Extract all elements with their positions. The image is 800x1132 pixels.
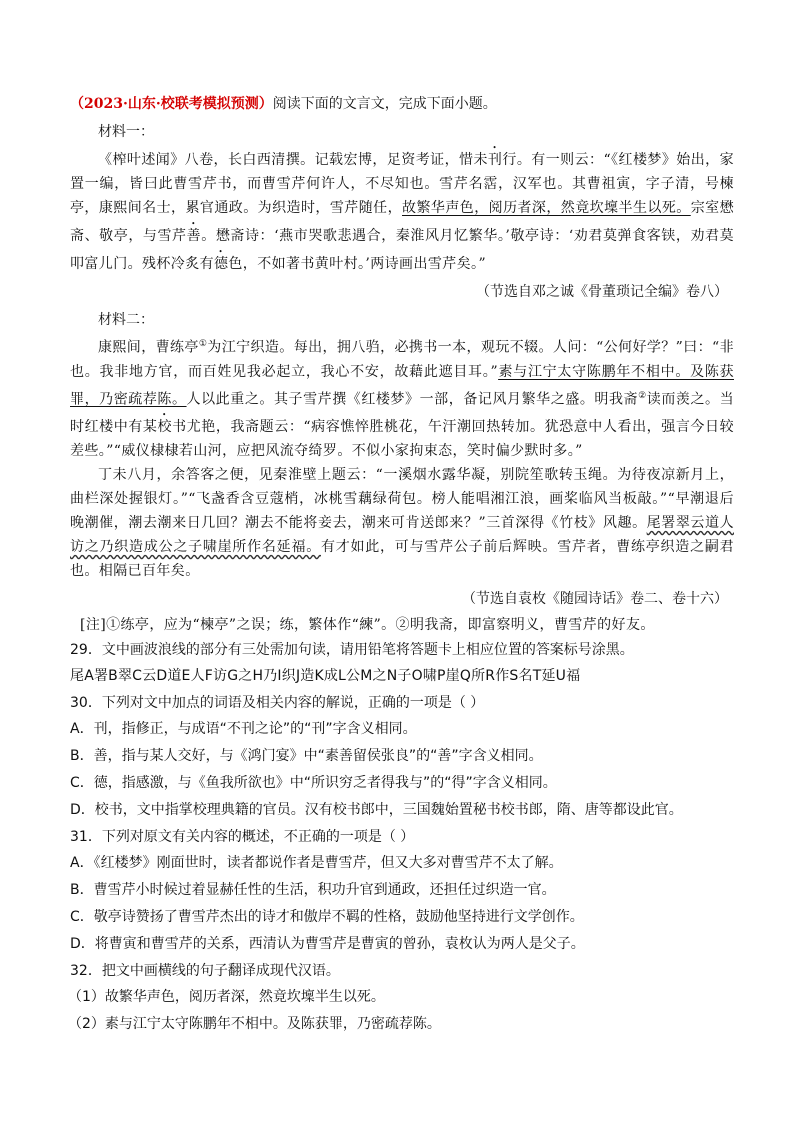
question-31-option-c[interactable]: C．敬亭诗赞扬了曹雪芹杰出的诗才和傲岸不羁的性格，鼓励他坚持进行文学创作。: [70, 909, 584, 926]
material2-text-1: 康熙间，曹练亭①为江宁织造。每出，拥八驺，必携书一本，观玩不辍。人问：“公何好学？”曰：“非也。我非地方官，而百姓见我必起立，我心不安，故藉此遮目耳。”素与江宁太守陈鹏年不相中。及陈获罪，乃密疏荐陈。人以此重之。其子雪芹撰《红楼梦》一部，备记风月繁华之盛。明我斋②读而羡之。当时红楼中有某校书尤艳，我斋题云：“病容憔悴胜桃花，午汗潮回热转加。犹恐意中人看出，强言今日较差些。”“威仪棣棣若山河，应把风流夺绮罗。不似小家拘束态，笑时偏少默时多。”: [70, 339, 735, 460]
source-tag: （2023·山东·校联考模拟预测）: [70, 96, 273, 112]
note-marker-2: ②: [638, 390, 647, 401]
dotted-word-jiao: 校: [157, 419, 173, 436]
material1-source: （节选自邓之诚《骨董琐记全编》卷八）: [476, 284, 728, 300]
question-30-option-a[interactable]: A．刊，指修正，与成语“不刊之论”的“刊”字含义相同。: [70, 721, 417, 738]
question-32: 32．把文中画横线的句子翻译成现代汉语。: [70, 963, 340, 980]
question-29: 29．文中画波浪线的部分有三处需加句读，请用铅笔将答题卡上相应位置的答案标号涂黑。: [70, 642, 634, 659]
dotted-word-shan: 善: [186, 228, 202, 244]
question-30-option-d[interactable]: D．校书，文中指掌校理典籍的官员。汉有校书郎中，三国魏始置秘书校书郎，隋、唐等都设此官。: [70, 802, 683, 819]
annotation-note: [注]①练亭，应为“楝亭”之误；练，繁体作“練”。②明我斋，即富察明义，曹雪芹的好友。: [80, 617, 655, 634]
material2-text-2: 丁未八月，余答客之便，见秦淮壁上题云：“一溪烟水露华凝，别院笙歌转玉绳。为待夜凉新月上，曲栏深处握银灯。”“飞盏香含豆蔻梢，冰桃雪藕绿荷包。榜人能唱湘江浪，画桨临风当板敲。”“早潮退后晚潮催，潮去潮来日几回？潮去不能将妾去，潮来可肯送郎来？”三首深得《竹枝》风趣。尾署翠云道人访之乃织造成公之子啸崖所作名延福。有才如此，可与雪芹公子前后辉映。雪芹者，曹练亭织造之嗣君也。相隔已百年矣。: [70, 467, 734, 580]
wavy-underline-passage: 尾署翠云道人访之乃织造成公之子啸崖所作名延福。: [70, 515, 734, 556]
question-30-option-b[interactable]: B．善，指与某人交好，与《鸿门宴》中“素善留侯张良”的“善”字含义相同。: [70, 748, 543, 765]
dotted-word-de: 德: [214, 256, 229, 272]
underlined-sentence-1: 故繁华声色，阅历者深，然竟坎壈半生以死。: [402, 200, 691, 216]
question-30-option-c[interactable]: C．德，指感激，与《鱼我所欲也》中“所识穷乏者得我与”的“得”字含义相同。: [70, 775, 557, 792]
material2-source: （节选自袁枚《随园诗话》卷二、卷十六）: [462, 591, 728, 608]
question-header: [70, 92, 734, 116]
question-31-option-a[interactable]: A．《红楼梦》刚面世时，读者都说作者是曹雪芹，但又大多对曹雪芹不太了解。: [70, 855, 563, 872]
question-31-option-d[interactable]: D．将曹寅和曹雪芹的关系，西清认为曹雪芹是曹寅的曾孙，袁枚认为两人是父子。: [70, 936, 585, 953]
instruction-text: 阅读下面的文言文，完成下面小题。: [272, 96, 497, 112]
question-32-part-2: （2）素与江宁太守陈鹏年不相中。及陈获罪，乃密疏荐陈。: [68, 1016, 441, 1033]
question-29-sequence: 尾A署B翠C云D道E人F访G之H乃I织J造K成L公M之N子O啸P崖Q所R作S名T延U福: [70, 668, 581, 685]
question-32-part-1: （1）故繁华声色，阅历者深，然竟坎壈半生以死。: [68, 989, 385, 1006]
note-marker-1: ①: [198, 339, 208, 349]
material1-label: 材料一：: [98, 124, 154, 140]
question-31-option-b[interactable]: B．曹雪芹小时候过着显赫任性的生活，积功升官到通政，还担任过织造一官。: [70, 882, 556, 899]
question-31: 31．下列对原文有关内容的概述，不正确的一项是（ ）: [70, 829, 415, 846]
dotted-word-kan: 刊: [487, 152, 503, 168]
material2-label: 材料二：: [98, 312, 154, 328]
material1-text: 《榨叶述闻》八卷，长白西清撰。记载宏博，足资考证，惜未刊行。有一则云：“《红楼梦》始出，家置一编，皆曰此曹雪芹书，而曹雪芹何许人，不尽知也。雪芹名霑，汉军也。其曹祖寅，字子清，号楝亭，康熙间名士，累官通政。为织造时，雪芹随任，故繁华声色，阅历者深，然竟坎壈半生以死。宗室懋斋、敬亭，与雪芹善。懋斋诗：‘燕市哭歌悲遇合，秦淮风月忆繁华。’敬亭诗：‘劝君莫弹食客铗，劝君莫叩富儿门。残杯冷炙有德色，不如著书黄叶村。’两诗画出雪芹矣。”: [70, 152, 735, 272]
question-30: 30．下列对文中加点的词语及相关内容的解说，正确的一项是（ ）: [70, 695, 485, 712]
underlined-sentence-2: 素与江宁太守陈鹏年不相中。及陈获罪，乃密疏荐陈。: [70, 363, 734, 408]
exam-page: [70, 92, 734, 1038]
